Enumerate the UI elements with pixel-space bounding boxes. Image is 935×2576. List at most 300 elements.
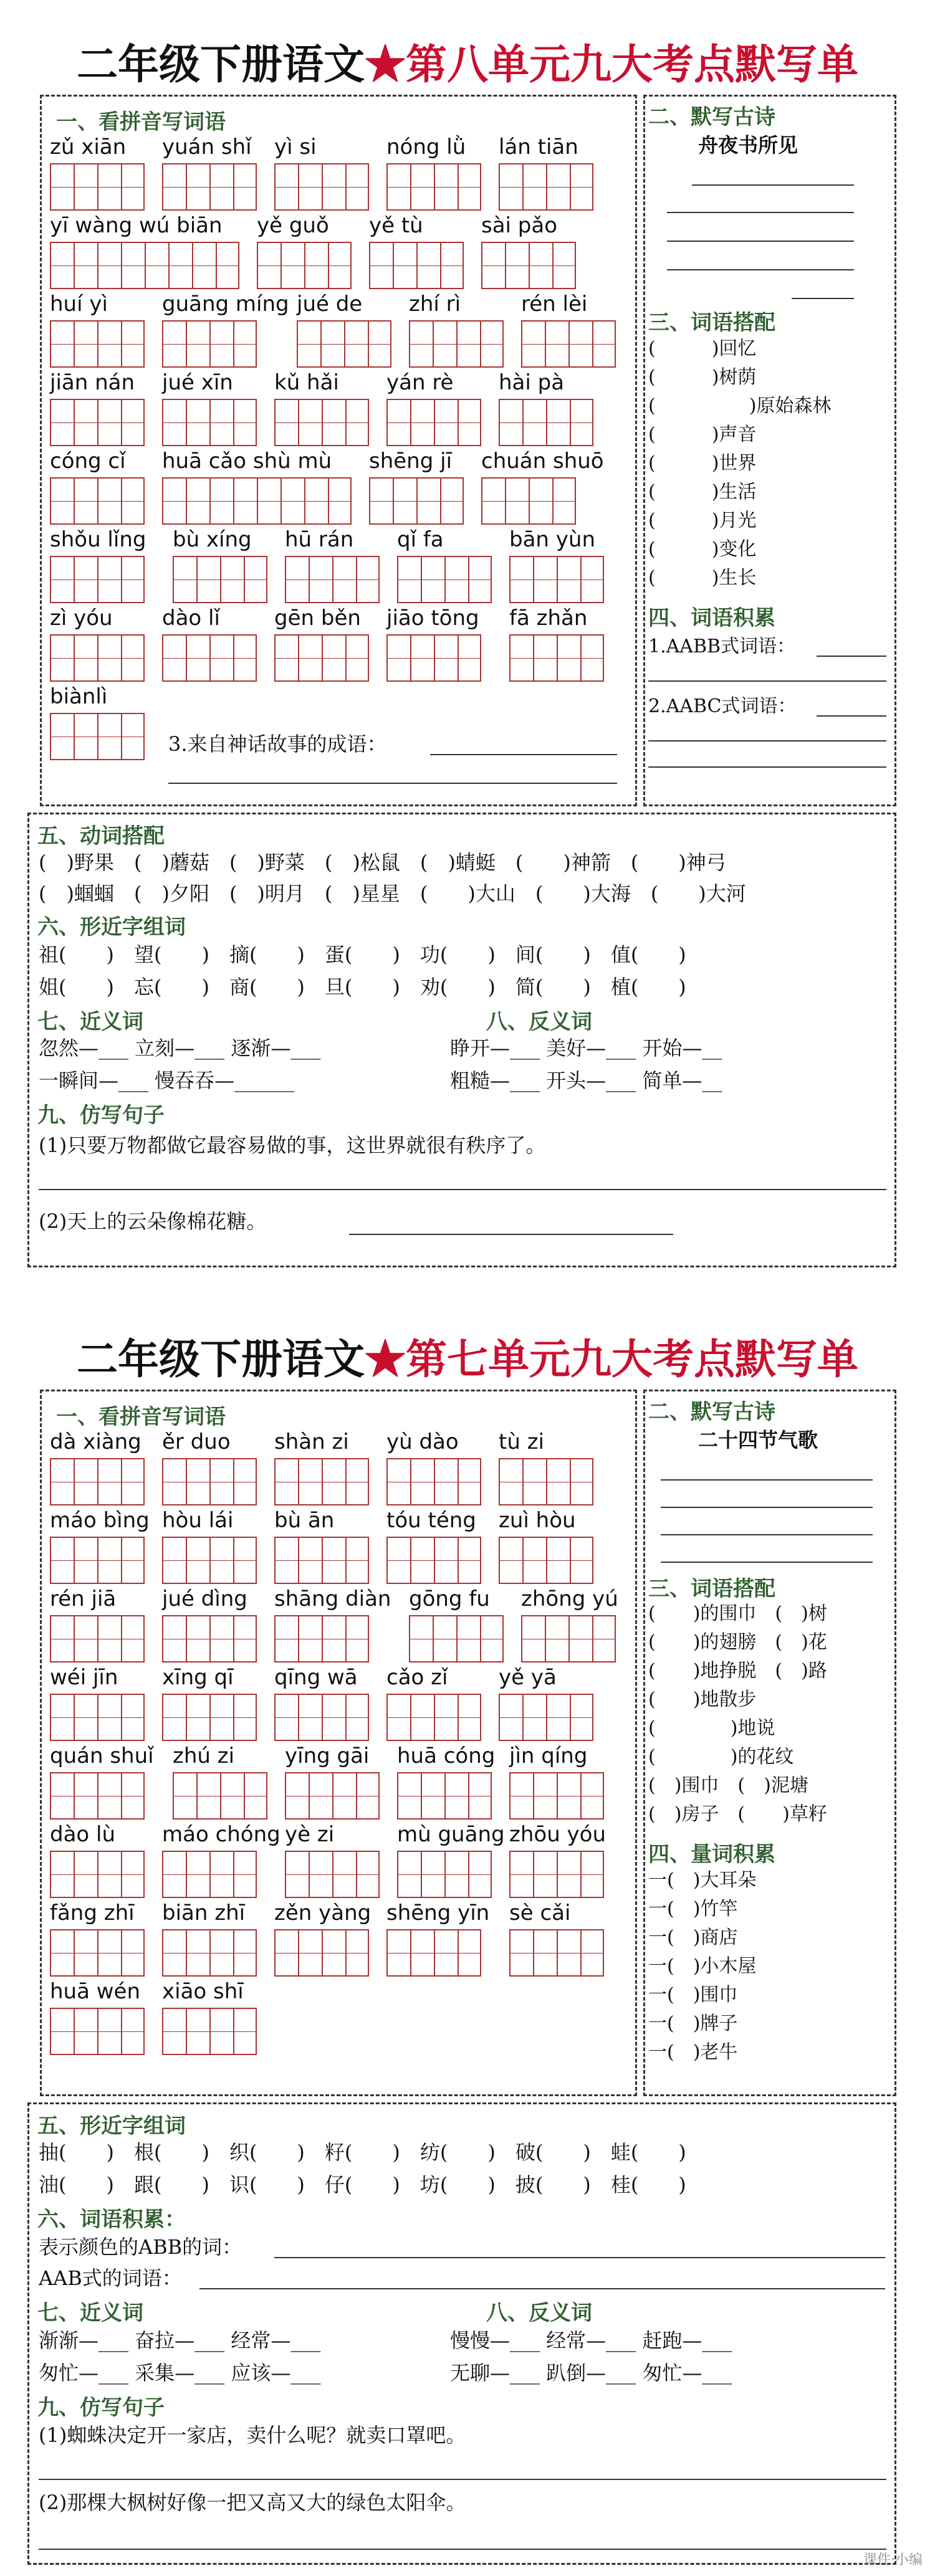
writing-cell[interactable]: [74, 713, 97, 760]
writing-cell[interactable]: [304, 477, 328, 525]
writing-cell[interactable]: [456, 1615, 480, 1662]
writing-cell[interactable]: [440, 242, 464, 289]
writing-cell[interactable]: [309, 1851, 332, 1898]
writing-cell[interactable]: [386, 163, 410, 211]
writing-cell[interactable]: [386, 399, 410, 446]
writing-cell[interactable]: [121, 399, 145, 446]
writing-cell[interactable]: [285, 1772, 309, 1820]
writing-cell[interactable]: [386, 1694, 410, 1741]
writing-cell[interactable]: [332, 556, 356, 603]
writing-cell[interactable]: [121, 1851, 145, 1898]
writing-cell[interactable]: [74, 634, 97, 682]
writing-cell[interactable]: [397, 1851, 421, 1898]
writing-cell[interactable]: [50, 2008, 74, 2055]
writing-cell[interactable]: [280, 242, 304, 289]
writing-cell[interactable]: [50, 320, 74, 368]
writing-cell[interactable]: [509, 634, 533, 682]
writing-cell[interactable]: [568, 1615, 592, 1662]
u7-ci-line-1[interactable]: [274, 2257, 885, 2258]
writing-cell[interactable]: [274, 1615, 298, 1662]
writing-cell[interactable]: [50, 477, 74, 525]
writing-cell[interactable]: [421, 1772, 444, 1820]
writing-cell[interactable]: [97, 1694, 121, 1741]
writing-cell[interactable]: [121, 556, 145, 603]
writing-cell[interactable]: [74, 1458, 97, 1505]
writing-cell[interactable]: [434, 1458, 458, 1505]
writing-cell[interactable]: [209, 634, 233, 682]
writing-cell[interactable]: [298, 1615, 322, 1662]
writing-cell[interactable]: [386, 634, 410, 682]
writing-cell[interactable]: [50, 163, 74, 211]
writing-cell[interactable]: [421, 1851, 444, 1898]
writing-cell[interactable]: [209, 163, 233, 211]
writing-cell[interactable]: [332, 1772, 356, 1820]
writing-cell[interactable]: [409, 320, 433, 368]
writing-cell[interactable]: [186, 477, 209, 525]
writing-cell[interactable]: [345, 1615, 369, 1662]
writing-cell[interactable]: [298, 399, 322, 446]
writing-cell[interactable]: [369, 477, 393, 525]
writing-cell[interactable]: [97, 2008, 121, 2055]
writing-cell[interactable]: [121, 1537, 145, 1584]
writing-cell[interactable]: [434, 1537, 458, 1584]
writing-cell[interactable]: [97, 1772, 121, 1820]
writing-cell[interactable]: [580, 1929, 604, 1977]
writing-cell[interactable]: [97, 1851, 121, 1898]
writing-cell[interactable]: [285, 556, 309, 603]
writing-cell[interactable]: [298, 1694, 322, 1741]
writing-cell[interactable]: [162, 163, 186, 211]
writing-cell[interactable]: [322, 634, 345, 682]
writing-cell[interactable]: [74, 320, 97, 368]
writing-cell[interactable]: [499, 1694, 522, 1741]
writing-cell[interactable]: [499, 1458, 522, 1505]
writing-cell[interactable]: [196, 1772, 220, 1820]
writing-cell[interactable]: [434, 399, 458, 446]
writing-cell[interactable]: [529, 242, 552, 289]
writing-cell[interactable]: [456, 320, 480, 368]
writing-cell[interactable]: [233, 1929, 257, 1977]
writing-cell[interactable]: [257, 242, 280, 289]
u8-poem-line-4[interactable]: [667, 269, 854, 270]
writing-cell[interactable]: [209, 399, 233, 446]
writing-cell[interactable]: [233, 2008, 257, 2055]
writing-cell[interactable]: [522, 1537, 546, 1584]
writing-cell[interactable]: [233, 399, 257, 446]
writing-cell[interactable]: [309, 556, 332, 603]
writing-cell[interactable]: [162, 634, 186, 682]
writing-cell[interactable]: [244, 556, 267, 603]
writing-cell[interactable]: [121, 1458, 145, 1505]
writing-cell[interactable]: [499, 163, 522, 211]
writing-cell[interactable]: [186, 1929, 209, 1977]
writing-cell[interactable]: [386, 1458, 410, 1505]
writing-cell[interactable]: [345, 163, 369, 211]
writing-cell[interactable]: [209, 1929, 233, 1977]
writing-cell[interactable]: [320, 320, 344, 368]
writing-cell[interactable]: [481, 477, 505, 525]
writing-cell[interactable]: [434, 163, 458, 211]
writing-cell[interactable]: [97, 399, 121, 446]
writing-cell[interactable]: [416, 477, 440, 525]
writing-cell[interactable]: [421, 556, 444, 603]
writing-cell[interactable]: [546, 399, 570, 446]
writing-cell[interactable]: [50, 634, 74, 682]
writing-cell[interactable]: [397, 1772, 421, 1820]
writing-cell[interactable]: [505, 477, 529, 525]
writing-cell[interactable]: [298, 1929, 322, 1977]
writing-cell[interactable]: [509, 1772, 533, 1820]
writing-cell[interactable]: [345, 1694, 369, 1741]
writing-cell[interactable]: [274, 634, 298, 682]
writing-cell[interactable]: [233, 163, 257, 211]
writing-cell[interactable]: [297, 320, 320, 368]
writing-cell[interactable]: [233, 1615, 257, 1662]
u7-fang-line-2[interactable]: [39, 2549, 886, 2550]
writing-cell[interactable]: [433, 1615, 456, 1662]
writing-cell[interactable]: [97, 242, 121, 289]
writing-cell[interactable]: [458, 163, 481, 211]
writing-cell[interactable]: [168, 242, 192, 289]
writing-cell[interactable]: [50, 1929, 74, 1977]
writing-cell[interactable]: [444, 556, 468, 603]
writing-cell[interactable]: [97, 320, 121, 368]
writing-cell[interactable]: [509, 1851, 533, 1898]
u7-poem-line-2[interactable]: [661, 1507, 873, 1508]
writing-cell[interactable]: [196, 556, 220, 603]
writing-cell[interactable]: [592, 1615, 616, 1662]
u8-poem-line-3[interactable]: [667, 241, 854, 242]
writing-cell[interactable]: [97, 1929, 121, 1977]
writing-cell[interactable]: [298, 634, 322, 682]
u7-fang-line-1[interactable]: [39, 2479, 886, 2480]
writing-cell[interactable]: [162, 1851, 186, 1898]
writing-cell[interactable]: [50, 556, 74, 603]
writing-cell[interactable]: [369, 242, 393, 289]
writing-cell[interactable]: [298, 1537, 322, 1584]
writing-cell[interactable]: [570, 1458, 593, 1505]
writing-cell[interactable]: [468, 556, 492, 603]
writing-cell[interactable]: [570, 163, 593, 211]
writing-cell[interactable]: [410, 1694, 434, 1741]
writing-cell[interactable]: [285, 1851, 309, 1898]
writing-cell[interactable]: [121, 1694, 145, 1741]
writing-cell[interactable]: [458, 399, 481, 446]
writing-cell[interactable]: [521, 320, 545, 368]
writing-cell[interactable]: [97, 1458, 121, 1505]
writing-cell[interactable]: [322, 399, 345, 446]
writing-cell[interactable]: [546, 1694, 570, 1741]
writing-cell[interactable]: [458, 1458, 481, 1505]
writing-cell[interactable]: [522, 1458, 546, 1505]
writing-cell[interactable]: [444, 1772, 468, 1820]
writing-cell[interactable]: [257, 477, 280, 525]
writing-cell[interactable]: [121, 1615, 145, 1662]
writing-cell[interactable]: [557, 1851, 580, 1898]
writing-cell[interactable]: [328, 242, 352, 289]
writing-cell[interactable]: [444, 1851, 468, 1898]
writing-cell[interactable]: [410, 1458, 434, 1505]
writing-cell[interactable]: [332, 1851, 356, 1898]
writing-cell[interactable]: [274, 163, 298, 211]
writing-cell[interactable]: [458, 634, 481, 682]
writing-cell[interactable]: [509, 556, 533, 603]
writing-cell[interactable]: [74, 1615, 97, 1662]
writing-cell[interactable]: [309, 1772, 332, 1820]
u7-ci-line-2[interactable]: [199, 2288, 885, 2289]
writing-cell[interactable]: [186, 1615, 209, 1662]
writing-cell[interactable]: [74, 2008, 97, 2055]
writing-cell[interactable]: [74, 163, 97, 211]
writing-cell[interactable]: [433, 320, 456, 368]
writing-cell[interactable]: [481, 242, 505, 289]
writing-cell[interactable]: [186, 399, 209, 446]
writing-cell[interactable]: [220, 556, 244, 603]
writing-cell[interactable]: [97, 163, 121, 211]
writing-cell[interactable]: [322, 1537, 345, 1584]
writing-cell[interactable]: [522, 399, 546, 446]
writing-cell[interactable]: [458, 1537, 481, 1584]
writing-cell[interactable]: [322, 1615, 345, 1662]
writing-cell[interactable]: [468, 1851, 492, 1898]
writing-cell[interactable]: [557, 1772, 580, 1820]
writing-cell[interactable]: [545, 320, 568, 368]
writing-cell[interactable]: [480, 1615, 504, 1662]
writing-cell[interactable]: [121, 163, 145, 211]
writing-cell[interactable]: [209, 1537, 233, 1584]
writing-cell[interactable]: [186, 2008, 209, 2055]
writing-cell[interactable]: [356, 1851, 380, 1898]
u8-aabc-line-2[interactable]: [648, 740, 886, 742]
writing-cell[interactable]: [410, 163, 434, 211]
writing-cell[interactable]: [50, 1694, 74, 1741]
writing-cell[interactable]: [74, 1772, 97, 1820]
writing-cell[interactable]: [121, 1929, 145, 1977]
writing-cell[interactable]: [458, 1694, 481, 1741]
writing-cell[interactable]: [468, 1772, 492, 1820]
writing-cell[interactable]: [209, 320, 233, 368]
writing-cell[interactable]: [345, 634, 369, 682]
writing-cell[interactable]: [50, 399, 74, 446]
writing-cell[interactable]: [192, 242, 216, 289]
writing-cell[interactable]: [233, 1537, 257, 1584]
writing-cell[interactable]: [50, 1851, 74, 1898]
writing-cell[interactable]: [162, 1694, 186, 1741]
writing-cell[interactable]: [121, 713, 145, 760]
writing-cell[interactable]: [274, 1458, 298, 1505]
writing-cell[interactable]: [50, 1458, 74, 1505]
writing-cell[interactable]: [162, 399, 186, 446]
writing-cell[interactable]: [322, 1694, 345, 1741]
writing-cell[interactable]: [298, 1458, 322, 1505]
writing-cell[interactable]: [409, 1615, 433, 1662]
writing-cell[interactable]: [162, 477, 186, 525]
writing-cell[interactable]: [568, 320, 592, 368]
writing-cell[interactable]: [50, 1615, 74, 1662]
writing-cell[interactable]: [557, 634, 580, 682]
writing-cell[interactable]: [173, 1772, 196, 1820]
writing-cell[interactable]: [322, 163, 345, 211]
writing-cell[interactable]: [74, 1851, 97, 1898]
writing-cell[interactable]: [505, 242, 529, 289]
writing-cell[interactable]: [220, 1772, 244, 1820]
writing-cell[interactable]: [121, 477, 145, 525]
writing-cell[interactable]: [186, 1458, 209, 1505]
writing-cell[interactable]: [173, 556, 196, 603]
writing-cell[interactable]: [74, 477, 97, 525]
writing-cell[interactable]: [356, 556, 380, 603]
writing-cell[interactable]: [97, 713, 121, 760]
writing-cell[interactable]: [74, 1537, 97, 1584]
writing-cell[interactable]: [50, 713, 74, 760]
u7-poem-line-4[interactable]: [661, 1562, 873, 1563]
writing-cell[interactable]: [580, 634, 604, 682]
writing-cell[interactable]: [74, 399, 97, 446]
u8-idiom-line[interactable]: [430, 754, 617, 755]
writing-cell[interactable]: [280, 477, 304, 525]
writing-cell[interactable]: [162, 1537, 186, 1584]
writing-cell[interactable]: [434, 634, 458, 682]
writing-cell[interactable]: [434, 1929, 458, 1977]
writing-cell[interactable]: [233, 1694, 257, 1741]
writing-cell[interactable]: [410, 1929, 434, 1977]
writing-cell[interactable]: [233, 1458, 257, 1505]
writing-cell[interactable]: [345, 1537, 369, 1584]
writing-cell[interactable]: [304, 242, 328, 289]
writing-cell[interactable]: [529, 477, 552, 525]
writing-cell[interactable]: [97, 1537, 121, 1584]
u8-poem-line-5[interactable]: [792, 298, 854, 299]
writing-cell[interactable]: [410, 399, 434, 446]
writing-cell[interactable]: [274, 1929, 298, 1977]
u8-fang-line-2[interactable]: [349, 1234, 673, 1235]
writing-cell[interactable]: [522, 1694, 546, 1741]
writing-cell[interactable]: [322, 1458, 345, 1505]
writing-cell[interactable]: [509, 1929, 533, 1977]
writing-cell[interactable]: [274, 1694, 298, 1741]
writing-cell[interactable]: [121, 1772, 145, 1820]
writing-cell[interactable]: [521, 1615, 545, 1662]
writing-cell[interactable]: [522, 163, 546, 211]
writing-cell[interactable]: [386, 1537, 410, 1584]
writing-cell[interactable]: [209, 477, 233, 525]
writing-cell[interactable]: [186, 634, 209, 682]
writing-cell[interactable]: [186, 163, 209, 211]
u8-aabc-line[interactable]: [817, 715, 886, 717]
writing-cell[interactable]: [328, 477, 352, 525]
writing-cell[interactable]: [533, 1851, 557, 1898]
writing-cell[interactable]: [274, 1537, 298, 1584]
writing-cell[interactable]: [499, 399, 522, 446]
writing-cell[interactable]: [344, 320, 368, 368]
writing-cell[interactable]: [145, 242, 168, 289]
writing-cell[interactable]: [216, 242, 239, 289]
u8-aabc-line-3[interactable]: [648, 766, 886, 768]
writing-cell[interactable]: [233, 634, 257, 682]
writing-cell[interactable]: [393, 242, 416, 289]
writing-cell[interactable]: [368, 320, 391, 368]
u8-aabb-line-2[interactable]: [648, 680, 886, 682]
writing-cell[interactable]: [74, 242, 97, 289]
writing-cell[interactable]: [298, 163, 322, 211]
writing-cell[interactable]: [386, 1929, 410, 1977]
u8-poem-line-1[interactable]: [692, 184, 854, 186]
u8-idiom-line-2[interactable]: [168, 783, 617, 784]
writing-cell[interactable]: [209, 1851, 233, 1898]
writing-cell[interactable]: [345, 399, 369, 446]
writing-cell[interactable]: [274, 399, 298, 446]
writing-cell[interactable]: [50, 242, 74, 289]
writing-cell[interactable]: [533, 634, 557, 682]
writing-cell[interactable]: [557, 1929, 580, 1977]
writing-cell[interactable]: [499, 1537, 522, 1584]
writing-cell[interactable]: [546, 163, 570, 211]
writing-cell[interactable]: [345, 1929, 369, 1977]
writing-cell[interactable]: [97, 634, 121, 682]
u7-poem-line-1[interactable]: [661, 1479, 873, 1481]
writing-cell[interactable]: [121, 634, 145, 682]
writing-cell[interactable]: [74, 556, 97, 603]
writing-cell[interactable]: [233, 320, 257, 368]
writing-cell[interactable]: [74, 1694, 97, 1741]
writing-cell[interactable]: [209, 1458, 233, 1505]
writing-cell[interactable]: [552, 242, 576, 289]
writing-cell[interactable]: [186, 1694, 209, 1741]
writing-cell[interactable]: [434, 1694, 458, 1741]
u7-poem-line-3[interactable]: [661, 1534, 873, 1535]
writing-cell[interactable]: [546, 1537, 570, 1584]
writing-cell[interactable]: [121, 320, 145, 368]
writing-cell[interactable]: [356, 1772, 380, 1820]
writing-cell[interactable]: [97, 477, 121, 525]
u8-aabb-line[interactable]: [817, 656, 886, 657]
writing-cell[interactable]: [552, 477, 576, 525]
writing-cell[interactable]: [322, 1929, 345, 1977]
writing-cell[interactable]: [570, 399, 593, 446]
u8-poem-line-2[interactable]: [667, 212, 854, 213]
writing-cell[interactable]: [533, 1929, 557, 1977]
writing-cell[interactable]: [162, 320, 186, 368]
writing-cell[interactable]: [580, 556, 604, 603]
writing-cell[interactable]: [570, 1694, 593, 1741]
writing-cell[interactable]: [186, 1537, 209, 1584]
writing-cell[interactable]: [410, 1537, 434, 1584]
writing-cell[interactable]: [480, 320, 504, 368]
writing-cell[interactable]: [162, 2008, 186, 2055]
writing-cell[interactable]: [74, 1929, 97, 1977]
writing-cell[interactable]: [209, 2008, 233, 2055]
writing-cell[interactable]: [162, 1458, 186, 1505]
writing-cell[interactable]: [580, 1772, 604, 1820]
writing-cell[interactable]: [397, 556, 421, 603]
writing-cell[interactable]: [97, 556, 121, 603]
writing-cell[interactable]: [592, 320, 616, 368]
writing-cell[interactable]: [546, 1458, 570, 1505]
writing-cell[interactable]: [580, 1851, 604, 1898]
writing-cell[interactable]: [162, 1615, 186, 1662]
writing-cell[interactable]: [440, 477, 464, 525]
writing-cell[interactable]: [50, 1537, 74, 1584]
writing-cell[interactable]: [570, 1537, 593, 1584]
writing-cell[interactable]: [244, 1772, 267, 1820]
writing-cell[interactable]: [533, 1772, 557, 1820]
writing-cell[interactable]: [393, 477, 416, 525]
writing-cell[interactable]: [121, 2008, 145, 2055]
writing-cell[interactable]: [209, 1694, 233, 1741]
writing-cell[interactable]: [458, 1929, 481, 1977]
writing-cell[interactable]: [410, 634, 434, 682]
writing-cell[interactable]: [545, 1615, 568, 1662]
